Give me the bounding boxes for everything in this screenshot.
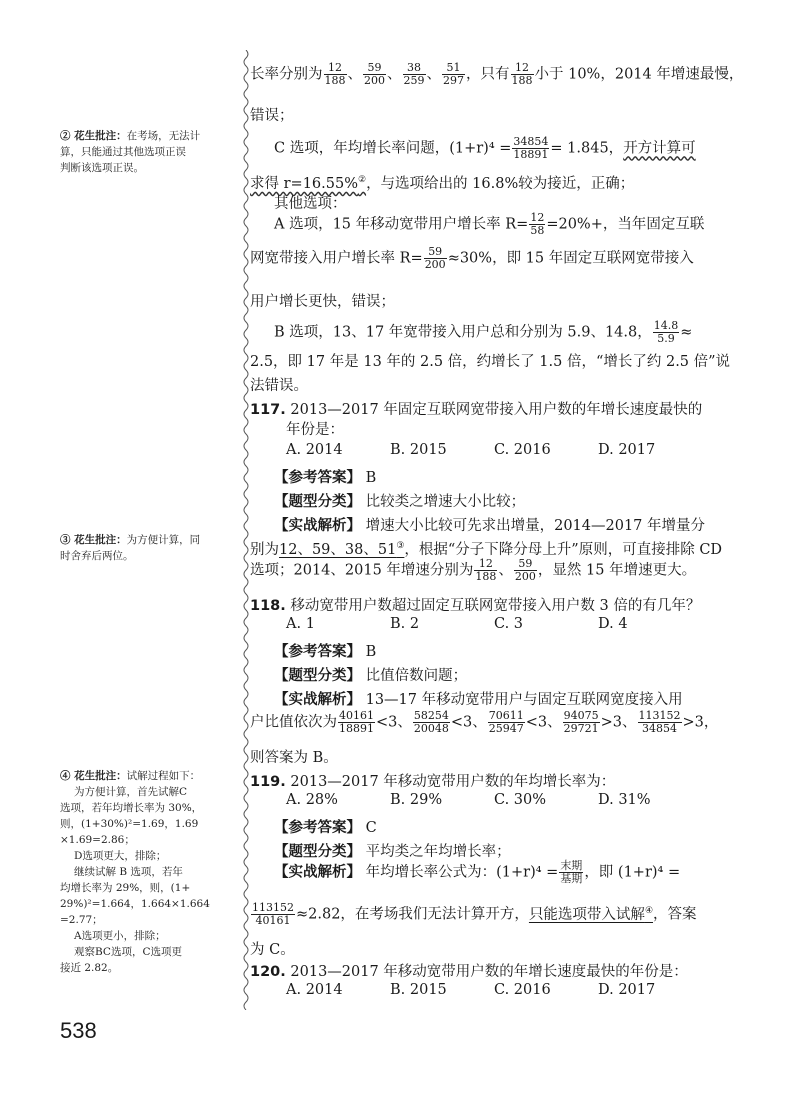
- note-line: 接近 2.82。: [60, 962, 119, 974]
- text-line: 选项；2014、2015 年增速分别为 $\frac{12}{188}$ 、 $\frac{59}{200}$ ，显然 15 年增速更大。: [250, 557, 697, 583]
- option: A. 2014: [286, 442, 343, 458]
- note-line: 观察BC选项，C选项更: [74, 946, 182, 958]
- wavy-emphasis: 求得 r=16.55%②: [250, 175, 367, 192]
- text-line: 则答案为 B。: [250, 750, 338, 766]
- note-line: =2.77；: [60, 914, 103, 926]
- fraction: $\frac{113152}{40161}$: [252, 901, 294, 927]
- options: [286, 982, 702, 998]
- wavy-divider: [240, 50, 252, 1010]
- wavy-emphasis: 开方计算可: [623, 140, 696, 157]
- text-line: A 选项，15 年移动宽带用户增长率 R= $\frac{12}{58}$ =20%+，当年固定互联: [274, 211, 705, 237]
- analysis-row: 【实战解析】 13—17 年移动宽带用户与固定互联网宽度接入用: [274, 692, 683, 708]
- note-title: ④ 花生批注：: [60, 770, 127, 782]
- answer-row: 【参考答案】 C: [274, 820, 377, 836]
- fraction: $\frac{94075}{29721}$: [563, 709, 599, 735]
- option: D. 2017: [598, 442, 656, 458]
- fraction: $\frac{40161}{18891}$: [339, 709, 374, 735]
- option: C. 3: [494, 616, 524, 632]
- answer-row: 【参考答案】 B: [274, 470, 377, 486]
- option: B. 2: [390, 616, 420, 632]
- note-line: D选项更大，排除；: [74, 850, 167, 862]
- footnote-marker: ④: [644, 905, 654, 916]
- sidebar-note-2: [60, 128, 238, 176]
- note-line: 均增长率为 29%，则，(1+: [60, 882, 191, 894]
- note-line: 在考场，无法计: [126, 130, 201, 142]
- note-title: ③ 花生批注：: [60, 534, 127, 546]
- question-number: 118.: [250, 598, 286, 614]
- text-line: 为 C。: [250, 942, 295, 958]
- text-line: B 选项，13、17 年宽带接入用户总和分别为 5.9、14.8， $\frac{14.8}{5.9}$ ≈: [274, 319, 693, 345]
- note-line: 为方便计算，首先试解C: [74, 786, 188, 798]
- question-number: 119.: [250, 774, 286, 790]
- footnote-marker: ③: [396, 541, 405, 552]
- fraction: $\frac{59}{200}$: [514, 557, 536, 583]
- text-line: 网宽带接入用户增长率 R= $\frac{59}{200}$ ≈30%，即 15 年固定互联网宽带接入: [250, 245, 694, 271]
- answer-row: 【参考答案】 B: [274, 644, 377, 660]
- text-line: 别为12、59、38、51③，根据“分子下降分母上升”原则，可直接排除 CD: [250, 541, 723, 558]
- options: [286, 792, 702, 808]
- sidebar-note-3: [60, 532, 238, 564]
- note-line: 时舍弃后两位。: [60, 550, 134, 562]
- text-line: 法错误。: [250, 378, 308, 394]
- text-line: 户比值依次为 $\frac{40161}{18891}$ <3、 $\frac{58254}{20048}$ <3、 $\frac{70611}{25947}$ <3、 $\frac{94075}{29721}$ >3、 $\frac{113152}{34854}$ >3，: [250, 709, 719, 735]
- note-line: 为方便计算，同: [126, 534, 201, 546]
- question-number: 117.: [250, 402, 286, 418]
- footnote-marker: ②: [357, 175, 367, 186]
- option: C. 2016: [494, 982, 551, 998]
- note-line: 则，(1+30%)²=1.69，1.69: [60, 818, 199, 830]
- text-line: 求得 r=16.55%②，与选项给出的 16.8%较为接近，正确；: [250, 175, 635, 192]
- underline-emphasis: 12、59、38、51③: [279, 541, 405, 558]
- type-row: 【题型分类】 比值倍数问题；: [274, 668, 468, 684]
- type-row: 【题型分类】 比较类之增速大小比较；: [274, 494, 526, 510]
- question-118: 118. 移动宽带用户数超过固定互联网宽带接入用户数 3 倍的有几年？: [250, 598, 701, 614]
- fraction: $\frac{58254}{20048}$: [413, 709, 449, 735]
- page-number: 538: [60, 1018, 97, 1043]
- fraction: $\frac{38}{259}$: [403, 61, 425, 87]
- note-line: 算，只能通过其他选项正误: [60, 146, 186, 158]
- fraction: $\frac{\text{末期}}{\text{基期}}$: [560, 859, 583, 885]
- fraction: $\frac{59}{200}$: [364, 61, 385, 87]
- option: D. 4: [598, 616, 628, 632]
- text-line: 2.5，即 17 年是 13 年的 2.5 倍，约增长了 1.5 倍，“增长了约 2.5 倍”说: [250, 354, 731, 370]
- fraction: $\frac{34854}{18891}$: [513, 135, 549, 161]
- type-row: 【题型分类】 平均类之年均增长率；: [274, 844, 511, 860]
- text-line: 其他选项：: [274, 196, 347, 212]
- fraction: $\frac{12}{58}$: [530, 211, 545, 237]
- underline-emphasis: 只能选项带入试解④: [528, 905, 654, 923]
- note-line: 判断该选项正误。: [60, 162, 144, 174]
- note-line: A选项更小，排除；: [74, 930, 166, 942]
- question-number: 120.: [250, 964, 286, 980]
- text-line: 用户增长更快，错误；: [250, 294, 395, 310]
- note-line: 试解过程如下：: [126, 770, 201, 782]
- fraction: $\frac{12}{188}$: [511, 61, 533, 87]
- options: [286, 442, 702, 458]
- option: A. 28%: [286, 792, 338, 808]
- text-line: C 选项，年均增长率问题，(1+r)⁴ = $\frac{34854}{18891}$ = 1.845，开方计算可: [274, 135, 696, 161]
- text-line: 长率分别为 $\frac{12}{188}$ 、 $\frac{59}{200}$ 、 $\frac{38}{259}$ 、 $\frac{51}{297}$ ，只有 $\frac{12}{188}$ 小于 10%，2014 年增速最慢，: [250, 61, 744, 87]
- fraction: $\frac{51}{297}$: [443, 61, 464, 87]
- option: B. 29%: [390, 792, 443, 808]
- note-line: ×1.69=2.86；: [60, 834, 135, 846]
- fraction: $\frac{59}{200}$: [424, 245, 446, 271]
- question-120: 120. 2013—2017 年移动宽带用户数的年增长速度最快的年份是：: [250, 964, 688, 980]
- fraction: $\frac{12}{188}$: [475, 557, 497, 583]
- option: C. 2016: [494, 442, 551, 458]
- analysis-row: 【实战解析】 年均增长率公式为：(1+r)⁴ = $\frac{\text{末期}}{\text{基期}}$ ，即 (1+r)⁴ =: [274, 859, 681, 885]
- text-line: 错误；: [250, 108, 294, 124]
- options: [286, 616, 702, 632]
- fraction: $\frac{12}{188}$: [324, 61, 346, 87]
- fraction: $\frac{70611}{25947}$: [488, 709, 524, 735]
- note-line: 继续试解 B 选项，若年: [74, 866, 183, 878]
- note-line: 29%)²=1.664，1.664×1.664: [60, 898, 210, 910]
- option: A. 1: [286, 616, 315, 632]
- note-title: ② 花生批注：: [60, 130, 127, 142]
- option: A. 2014: [286, 982, 343, 998]
- option: C. 30%: [494, 792, 547, 808]
- option: B. 2015: [390, 442, 447, 458]
- note-line: 选项，若年均增长率为 30%，: [60, 802, 203, 814]
- option: B. 2015: [390, 982, 447, 998]
- fraction: $\frac{14.8}{5.9}$: [653, 319, 679, 345]
- text-line: $\frac{113152}{40161}$ ≈2.82，在考场我们无法计算开方，只能选项带入试解④，答案: [252, 901, 697, 927]
- fraction: $\frac{113152}{34854}$: [638, 709, 681, 735]
- text-line: 年份是：: [286, 422, 344, 438]
- question-117: 117. 2013—2017 年固定互联网宽带接入用户数的年增长速度最快的: [250, 402, 703, 418]
- option: D. 31%: [598, 792, 651, 808]
- option: D. 2017: [598, 982, 656, 998]
- sidebar-note-4: [60, 768, 238, 976]
- question-119: 119. 2013—2017 年移动宽带用户数的年均增长率为：: [250, 774, 616, 790]
- analysis-row: 【实战解析】 增速大小比较可先求出增量，2014—2017 年增量分: [274, 518, 706, 534]
